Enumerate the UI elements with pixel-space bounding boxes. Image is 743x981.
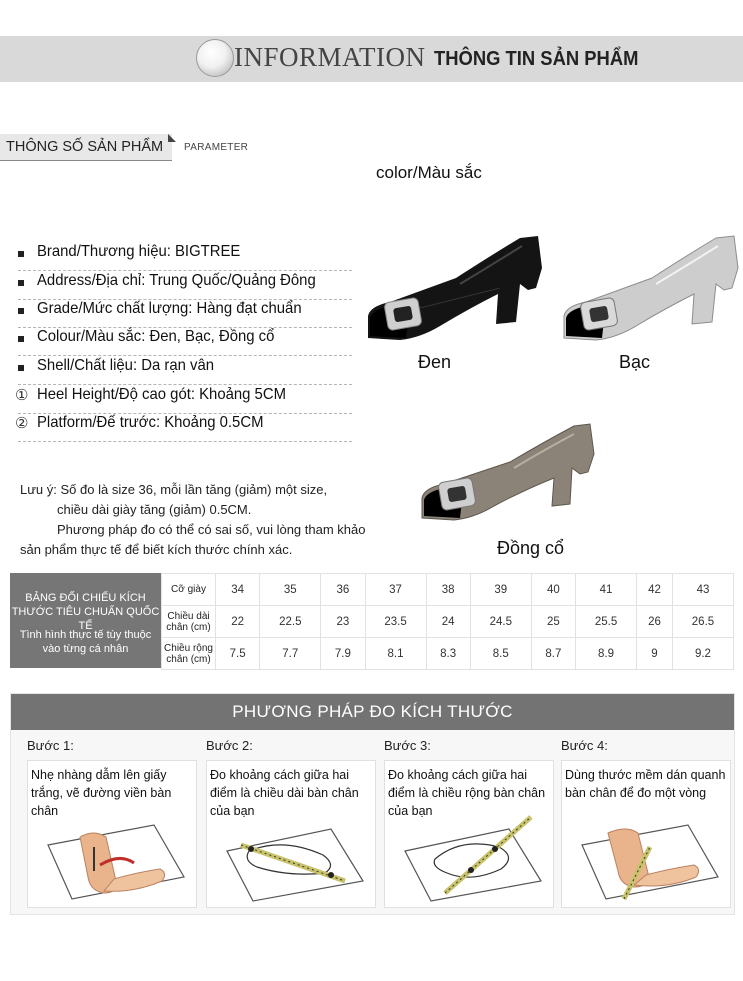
- spec-text: Colour/Màu sắc: Đen, Bạc, Đồng cổ: [37, 328, 275, 345]
- table-cell: 24: [426, 606, 470, 638]
- table-cell: 7.9: [321, 638, 365, 670]
- row-header: Chiều dài chân (cm): [162, 606, 216, 638]
- silver-shoe-image: [556, 232, 741, 344]
- table-cell: 8.1: [365, 638, 426, 670]
- table-cell: 8.3: [426, 638, 470, 670]
- color-label-bronze: Đồng cổ: [497, 538, 565, 558]
- caption-line: Tình hình thực tế tùy thuộc: [19, 629, 152, 641]
- method-panel: [10, 693, 735, 915]
- row-header: Cỡ giày: [162, 574, 216, 606]
- spec-item: [18, 242, 352, 271]
- size-table: [161, 573, 734, 670]
- table-cell: 40: [531, 574, 575, 606]
- step-desc: Đo khoảng cách giữa hai điểm là chiều dài bàn chân của bạn: [210, 768, 359, 818]
- caption-line: THƯỚC TIÊU CHUẨN QUỐC TẾ: [11, 606, 160, 632]
- circled-number-icon: ②: [15, 415, 29, 432]
- step-desc: Đo khoảng cách giữa hai điểm là chiều rộng bàn chân của bạn: [388, 768, 546, 818]
- header-title: THÔNG TIN SẢN PHẨM: [434, 48, 639, 70]
- table-cell: 26.5: [672, 606, 733, 638]
- table-cell: 35: [260, 574, 321, 606]
- square-bullet-icon: [18, 280, 24, 286]
- table-cell: 34: [216, 574, 260, 606]
- spec-item: [15, 413, 352, 442]
- table-cell: 37: [365, 574, 426, 606]
- table-row: [162, 638, 734, 670]
- table-row: [162, 574, 734, 606]
- spec-text: Brand/Thương hiệu: BIGTREE: [37, 243, 241, 260]
- spec-item: [18, 327, 352, 356]
- foot-length-illustration: [213, 807, 369, 903]
- table-cell: 23: [321, 606, 365, 638]
- table-cell: 7.5: [216, 638, 260, 670]
- table-cell: 25: [531, 606, 575, 638]
- note-line: chiều dài giày tăng (giảm) 0.5CM.: [57, 502, 252, 517]
- spec-item: [18, 299, 352, 328]
- table-cell: 22: [216, 606, 260, 638]
- square-bullet-icon: [18, 308, 24, 314]
- color-title: color/Màu sắc: [376, 163, 482, 182]
- spec-text: Heel Height/Độ cao gót: Khoảng 5CM: [37, 386, 286, 403]
- method-header: [11, 694, 734, 730]
- table-cell: 43: [672, 574, 733, 606]
- triangle-icon: [168, 134, 176, 142]
- spec-item: [18, 271, 352, 300]
- step-desc: Nhẹ nhàng dẫm lên giấy trắng, vẽ đường viền bàn chân: [31, 768, 172, 818]
- foot-outline-illustration: [34, 807, 190, 903]
- table-cell: 9: [637, 638, 673, 670]
- table-cell: 39: [470, 574, 531, 606]
- spec-item: [15, 385, 352, 414]
- row-header: Chiều rộng chân (cm): [162, 638, 216, 670]
- table-cell: 8.5: [470, 638, 531, 670]
- table-cell: 24.5: [470, 606, 531, 638]
- table-cell: 9.2: [672, 638, 733, 670]
- info-word: INFORMATION: [234, 42, 426, 72]
- bronze-shoe-image: [414, 420, 599, 524]
- table-cell: 38: [426, 574, 470, 606]
- spec-text: Address/Địa chỉ: Trung Quốc/Quảng Đông: [37, 272, 316, 289]
- caption-line: vào từng cá nhân: [42, 643, 129, 655]
- table-cell: 23.5: [365, 606, 426, 638]
- square-bullet-icon: [18, 336, 24, 342]
- square-bullet-icon: [18, 365, 24, 371]
- table-cell: 26: [637, 606, 673, 638]
- black-shoe-image: [360, 228, 545, 344]
- spec-text: Grade/Mức chất lượng: Hàng đạt chuẩn: [37, 300, 302, 317]
- color-label-black: Đen: [418, 352, 452, 372]
- method-title: PHƯƠNG PHÁP ĐO KÍCH THƯỚC: [232, 702, 513, 721]
- square-bullet-icon: [18, 251, 24, 257]
- table-cell: 22.5: [260, 606, 321, 638]
- note: [20, 480, 365, 560]
- note-line: sản phẩm thực tế để biết kích thước chính xác.: [20, 542, 293, 557]
- step-box: [384, 760, 554, 908]
- table-cell: 42: [637, 574, 673, 606]
- note-line: Lưu ý: Số đo là size 36, mỗi lần tăng (giảm) một size,: [20, 482, 328, 497]
- note-line: Phương pháp đo có thể có sai số, vui lòng tham khảo: [57, 522, 366, 537]
- table-row: [162, 606, 734, 638]
- section-title: [0, 134, 172, 161]
- circled-number-icon: ①: [15, 387, 29, 404]
- step-label: Bước 1:: [27, 738, 74, 753]
- step-label: Bước 2:: [206, 738, 253, 753]
- spec-text: Platform/Đế trước: Khoảng 0.5CM: [37, 414, 264, 431]
- table-cell: 41: [576, 574, 637, 606]
- color-label-silver: Bạc: [619, 352, 651, 372]
- foot-width-illustration: [391, 807, 547, 903]
- table-cell: 8.7: [531, 638, 575, 670]
- table-cell: 36: [321, 574, 365, 606]
- section-param: PARAMETER: [184, 142, 249, 153]
- circle-logo-icon: [196, 39, 234, 77]
- caption-line: BẢNG ĐỐI CHIẾU KÍCH: [25, 592, 146, 604]
- spec-item: [18, 356, 352, 385]
- step-desc: Dùng thước mềm dán quanh bàn chân để đo một vòng: [565, 768, 726, 800]
- foot-girth-illustration: [568, 807, 724, 903]
- step-label: Bước 4:: [561, 738, 608, 753]
- step-label: Bước 3:: [384, 738, 431, 753]
- spec-text: Shell/Chất liệu: Da rạn vân: [37, 357, 215, 374]
- section-title-text: THÔNG SỐ SẢN PHẨM: [6, 139, 164, 155]
- header-banner: [0, 36, 743, 82]
- table-cell: 25.5: [576, 606, 637, 638]
- table-cell: 8.9: [576, 638, 637, 670]
- step-box: [206, 760, 376, 908]
- step-box: [27, 760, 197, 908]
- table-cell: 7.7: [260, 638, 321, 670]
- step-box: [561, 760, 731, 908]
- size-table-caption: [10, 573, 161, 668]
